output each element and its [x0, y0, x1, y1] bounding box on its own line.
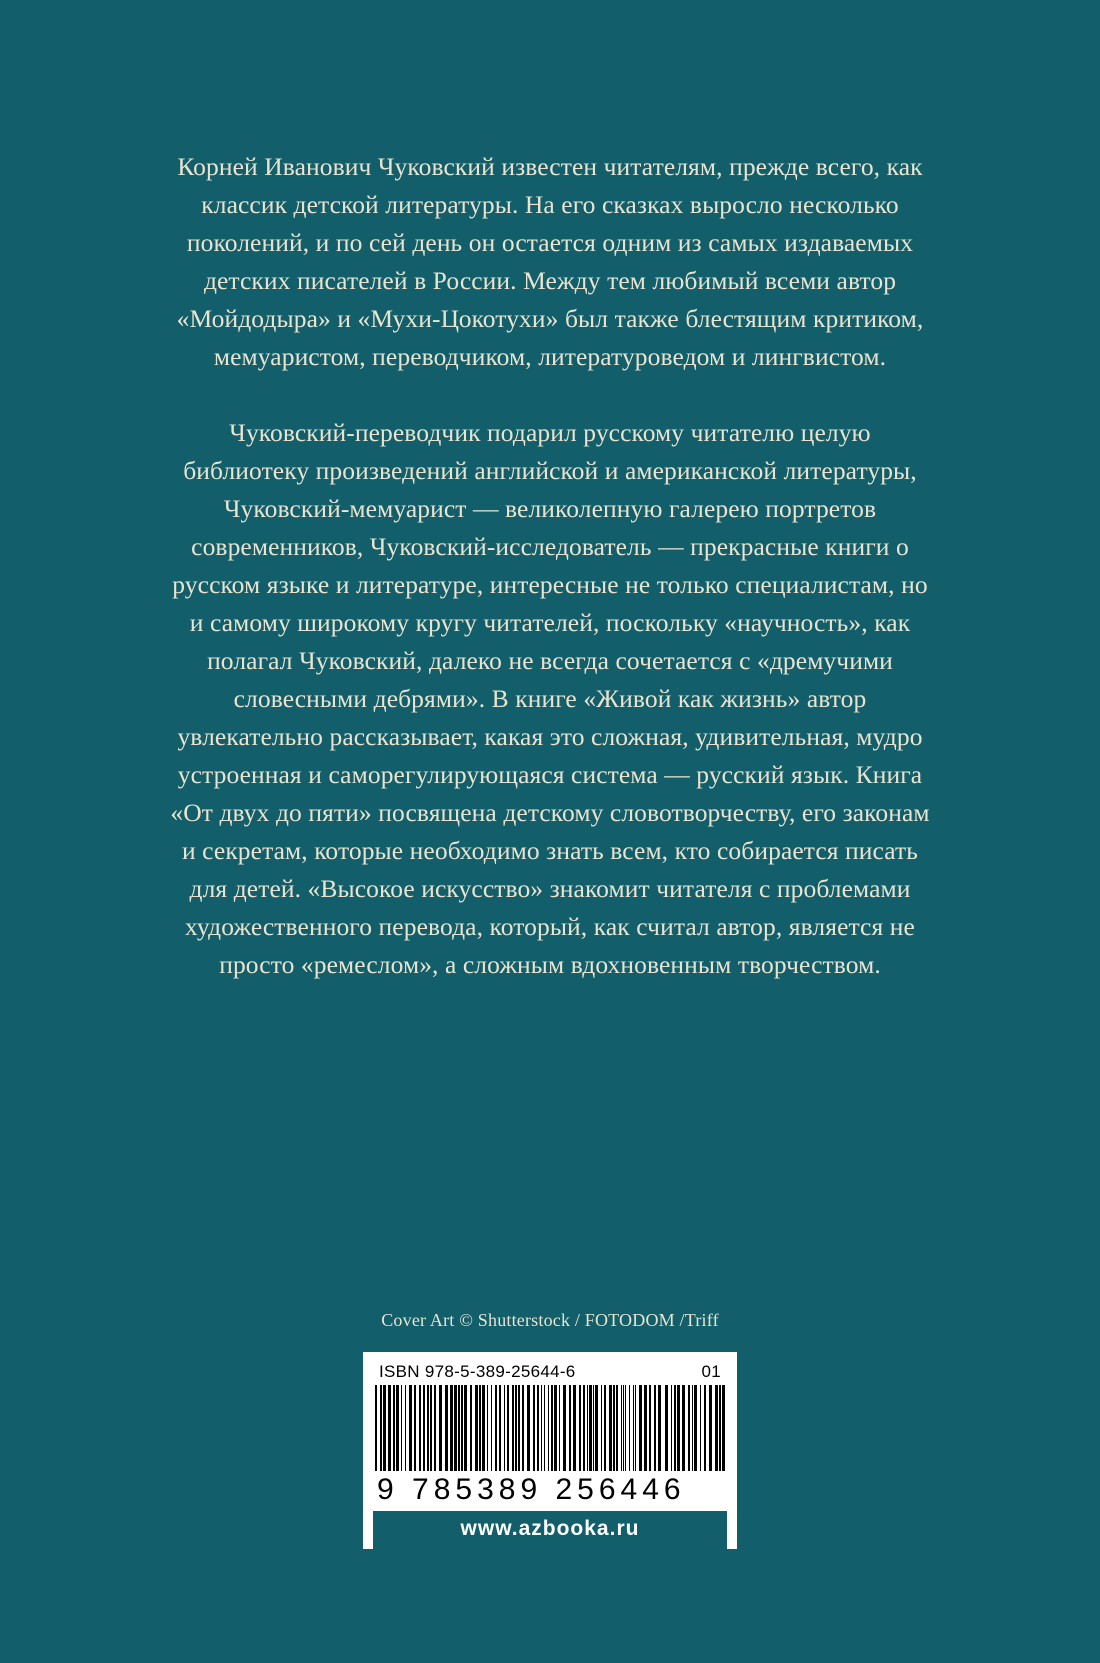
barcode-main-symbol: [373, 1385, 663, 1471]
barcode-addon-symbol: [663, 1385, 727, 1471]
barcode-digits: 9 785389 256446: [377, 1473, 686, 1506]
barcode-addon-label: 01: [701, 1362, 721, 1381]
barcode-block: [363, 1352, 737, 1549]
blurb-paragraph-1: Корней Иванович Чуковский известен читателям, прежде всего, как классик детской литературы. На его сказках выросло несколько поколений, и по сей день он остается одним из самых издаваемых детских писателей в России. Между тем любимый всеми автор «Мойдодыра» и «Мухи-Цокотухи» был также блестящим критиком, мемуаристом, переводчиком, литературоведом и лингвистом.: [176, 152, 924, 371]
isbn-row: [373, 1362, 727, 1385]
blurb-paragraph-2: Чуковский-переводчик подарил русскому читателю целую библиотеку произведений английской и американской литературы, Чуковский-мемуарист — великолепную галерею портретов современников, Чуковский-исследователь — прекрасные книги о русском языке и литературе, интересные не только специалистам, но и самому широкому кругу читателей, поскольку «научность», как полагал Чуковский, далеко не всегда сочетается с «дремучими словесными дебрями». В книге «Живой как жизнь» автор увлекательно рассказывает, какая это сложная, удивительная, мудро устроенная и саморегулирующаяся система — русский язык. Книга «От двух до пяти» посвящена детскому словотворчеству, его законам и секретам, которые необходимо знать всем, кто собирается писать для детей. «Высокое искусство» знакомит читателя с проблемами художественного перевода, который, как считал автор, является не просто «ремеслом», а сложным вдохновенным творчеством.: [170, 418, 930, 979]
cover-art-credit: Cover Art © Shutterstock / FOTODOM /Triff: [381, 1310, 719, 1330]
publisher-website[interactable]: www.azbooka.ru: [373, 1511, 727, 1549]
barcode-bars: [373, 1385, 727, 1471]
blurb-text: [170, 148, 930, 984]
isbn-label: ISBN 978-5-389-25644-6: [379, 1362, 576, 1381]
